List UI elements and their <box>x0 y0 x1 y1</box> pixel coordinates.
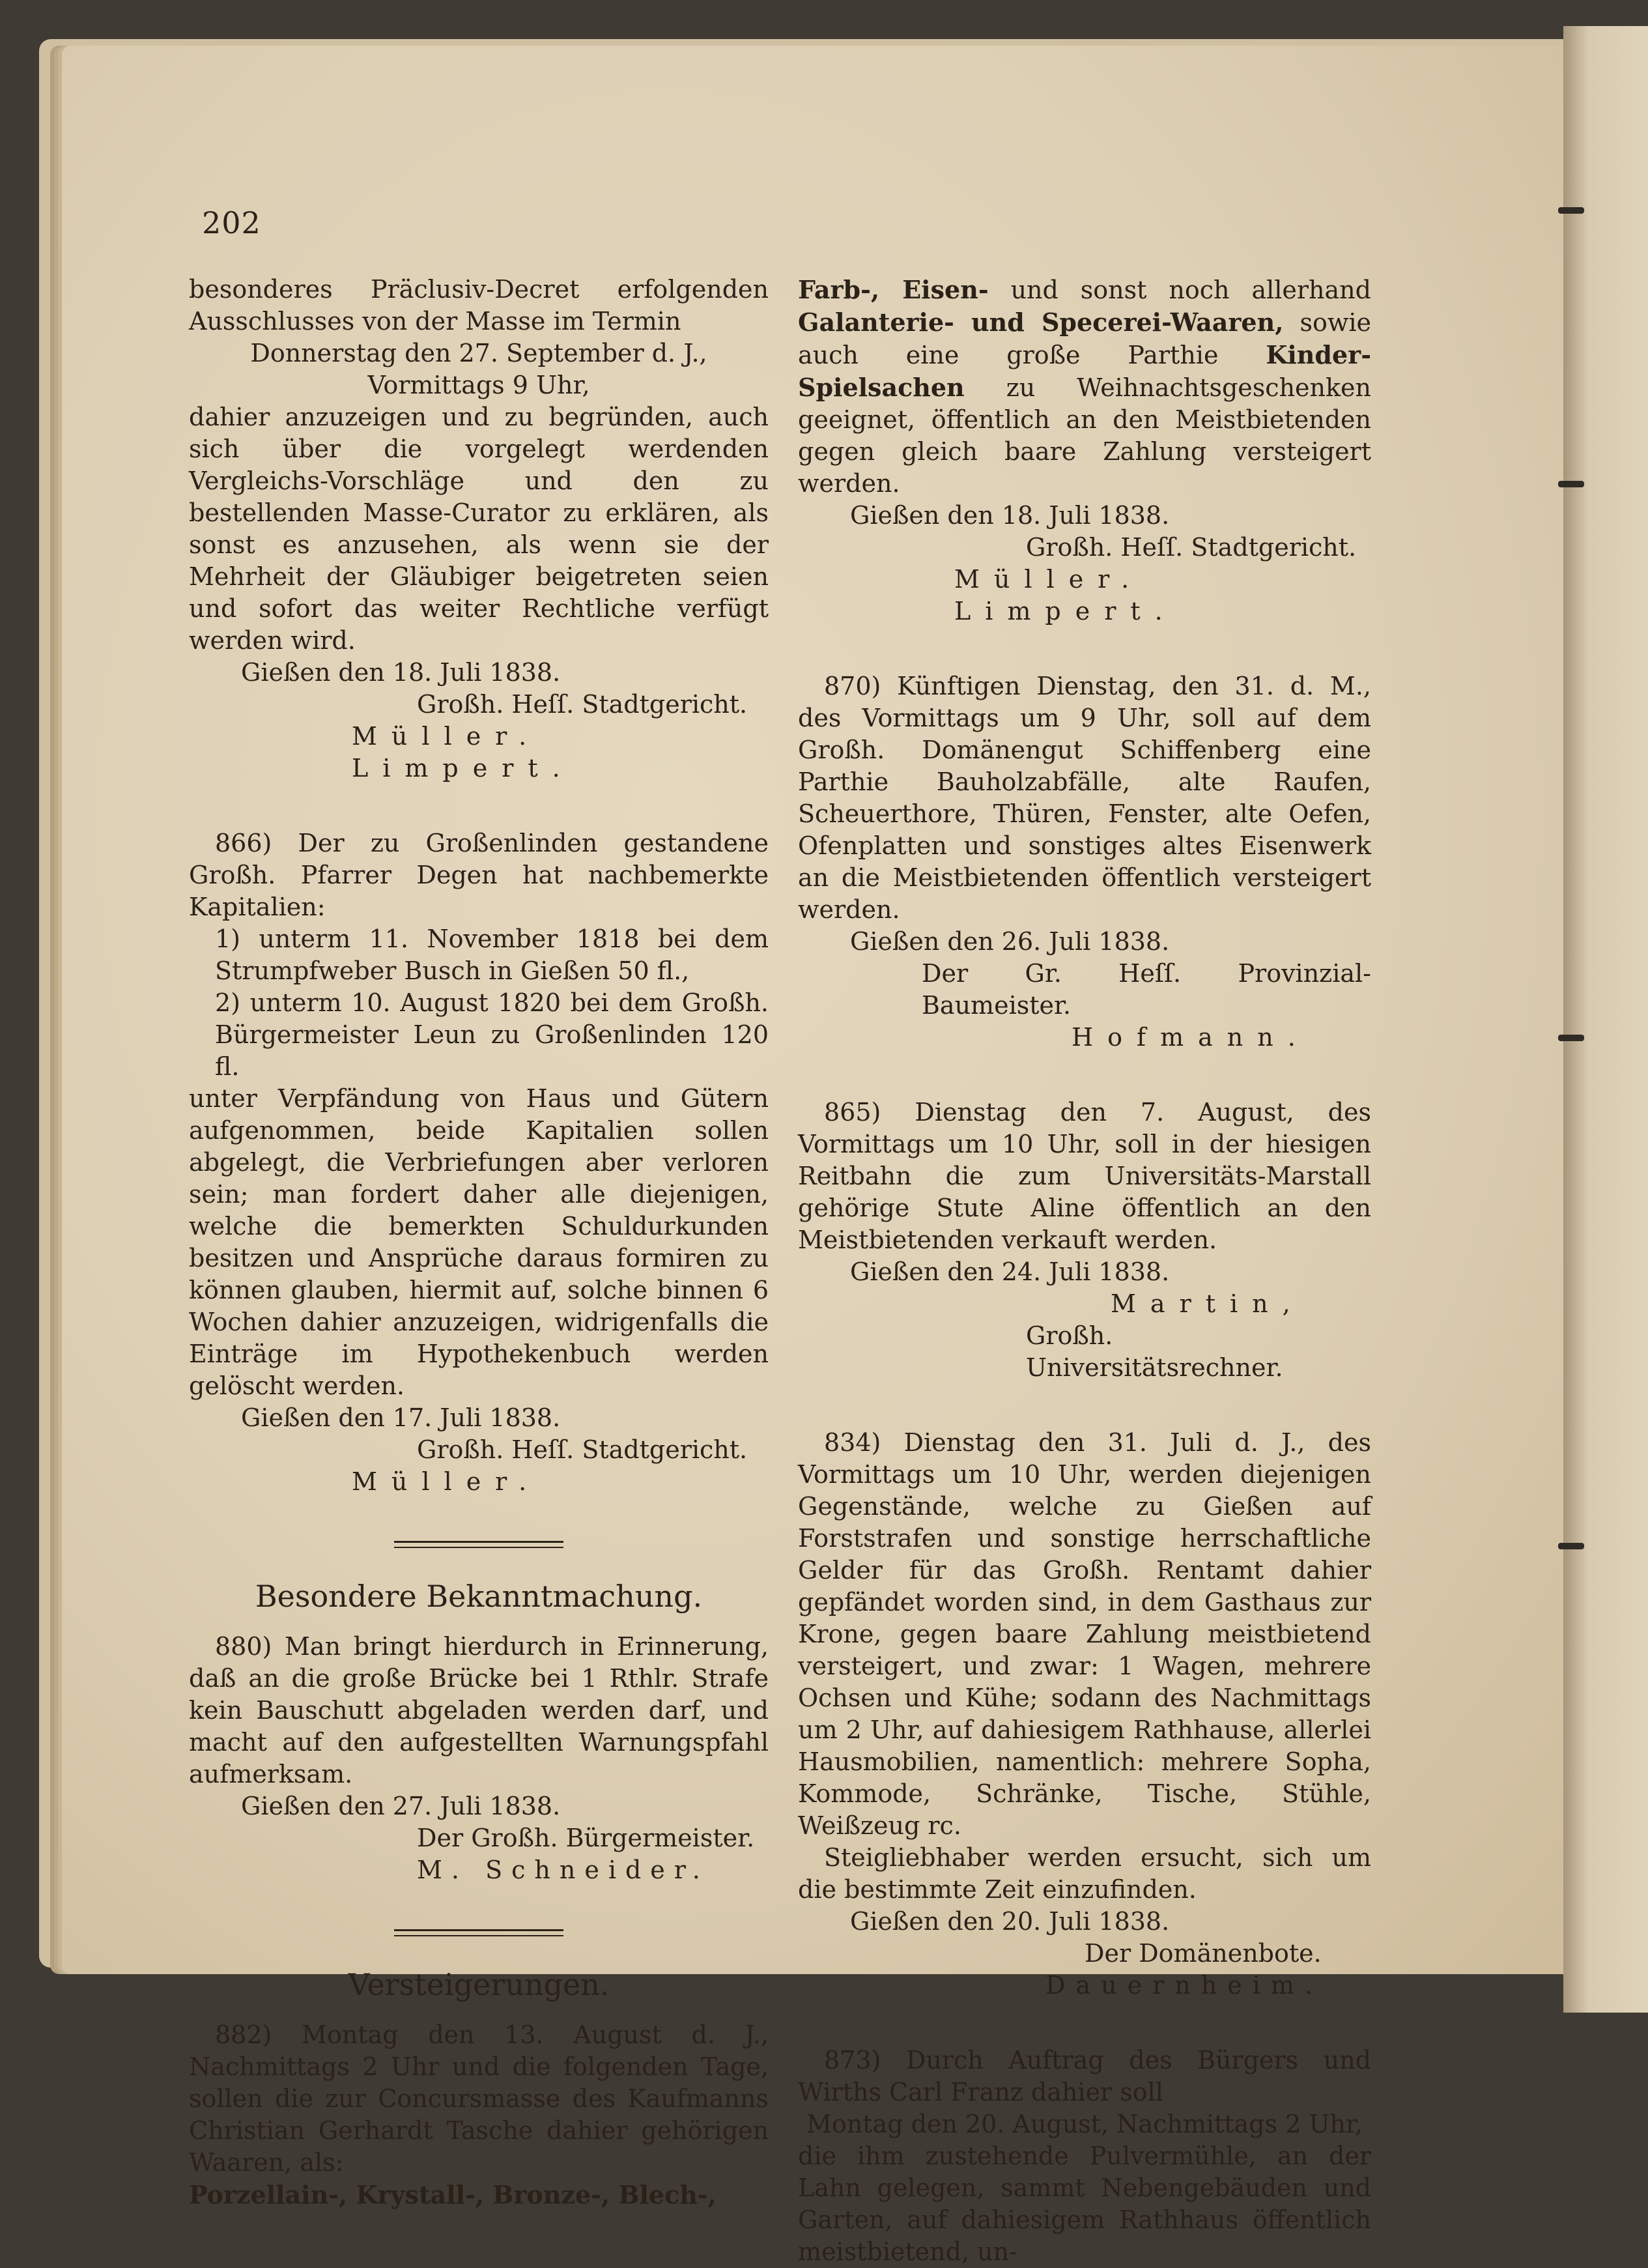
notice-authority: Der Großh. Bürgermeister. <box>417 1824 755 1852</box>
binding-pin <box>1558 1543 1584 1549</box>
appointment-date: Montag den 20. August, Nachmittags 2 Uhr, <box>806 2110 1363 2138</box>
notice-signature: Martin, <box>1111 1289 1305 1318</box>
notice-date: Gießen den 18. Juli 1838. <box>241 658 561 687</box>
notice-body: Steigliebhaber werden ersucht, sich um die bestimmte Zeit einzufinden. <box>798 1843 1371 1904</box>
section-divider <box>394 1929 563 1936</box>
notice-body: 882) Montag den 13. August d. J., Nachmittags 2 Uhr und die folgenden Tage, sollen die zur Concursmasse des Kaufmanns Christian Gerhardt Tasche dahier gehörigen Waaren, als: <box>189 2020 769 2177</box>
notice-date: Gießen den 18. Juli 1838. <box>850 501 1170 530</box>
notice-authority: Der Gr. Heſſ. Provinzial-Baumeister. <box>922 959 1371 1020</box>
notice-authority: Großh. Universitätsrechner. <box>1026 1321 1283 1382</box>
notice-body: 870) Künftigen Dienstag, den 31. d. M., des Vormittags um 9 Uhr, soll auf dem Großh. Domänengut Schiffenberg eine Parthie Bauholzabfälle, alte Raufen, Scheuerthore, Thüren, Fenster, alte Oefen, Ofenplatten und sonstiges altes Eisenwerk an die Meistbietenden öffentlich versteigert werden. <box>798 672 1371 924</box>
notice-body: unter Verpfändung von Haus und Gütern aufgenommen, beide Kapitalien sollen abgelegt, die Verbriefungen aber verloren sein; man fordert daher alle diejenigen, welche die bemerkten Schuldurkunden besitzen und Ansprüche daraus formiren zu können glauben, hiermit auf, solche binnen 6 Wochen dahier anzuzeigen, widrigenfalls die Einträge im Hypothekenbuch werden gelöscht werden. <box>189 1084 769 1400</box>
notice-body: dahier anzuzeigen und zu begründen, auch sich über die vorgelegt werdenden Vergleichs-Vorschläge und den zu bestellenden Masse-Curator zu erklären, als sonst es anzusehen, als wenn sie der Mehrheit der Gläubiger beigetreten seien und sofort das weiter Rechtliche verfügt werden wird. <box>189 403 769 655</box>
goods-list: Kinder-Spielsachen <box>798 340 1371 402</box>
notice-body: 865) Dienstag den 7. August, des Vormittags um 10 Uhr, soll in der hiesigen Reitbahn die zum Universitäts-Marstall gehörige Stute Aline öffentlich an den Meistbietenden verkauft werden. <box>798 1098 1371 1254</box>
notice-date: Gießen den 17. Juli 1838. <box>241 1403 561 1432</box>
notice-intro: 873) Durch Auftrag des Bürgers und Wirths Carl Franz dahier soll <box>798 2046 1371 2106</box>
appointment-date: Donnerstag den 27. September d. J., <box>250 339 707 367</box>
right-column <box>798 274 1371 2268</box>
list-item: 1) unterm 11. November 1818 bei dem Strumpfweber Busch in Gießen 50 fl., <box>215 925 769 985</box>
notice-text: besonderes Präclusiv-Decret erfolgenden Ausschlusses von der Masse im Termin <box>189 275 769 336</box>
list-item: 2) unterm 10. August 1820 bei dem Großh. Bürgermeister Leun zu Großenlinden 120 fl. <box>215 988 769 1081</box>
notice-body: 834) Dienstag den 31. Juli d. J., des Vormittags um 10 Uhr, werden diejenigen Gegenstände, welche zu Gießen auf Forststrafen und sonstige herrschaftliche Gelder für das Großh. Rentamt dahier gepfändet worden sind, in dem Gasthaus zur Krone, gegen baare Zahlung meistbietend versteigert, und zwar: 1 Wagen, mehrere Ochsen und Kühe; sodann des Nachmittags um 2 Uhr, auf dahiesigem Rathhause, allerlei Hausmobilien, namentlich: mehrere Sopha, Kommode, Schränke, Tische, Stühle, Weißzeug rc. <box>798 1428 1371 1840</box>
section-heading: Versteigerungen. <box>348 1967 610 2002</box>
notice-continuation <box>189 274 769 784</box>
notice-880 <box>189 1631 769 1886</box>
notice-873 <box>798 2045 1371 2268</box>
notice-body: 880) Man bringt hierdurch in Erinnerung, daß an die große Brücke bei 1 Rthlr. Strafe kein Bauschutt abgeladen werden darf, und macht auf den aufgestellten Warnungspfahl aufmerksam. <box>189 1632 769 1788</box>
notice-authority: Großh. Heſſ. Stadtgericht. <box>417 690 748 719</box>
left-column <box>189 274 769 2211</box>
notice-870 <box>798 670 1371 1054</box>
notice-signature: Müller. <box>352 1467 541 1496</box>
section-heading: Besondere Bekanntmachung. <box>255 1579 703 1614</box>
notice-834 <box>798 1427 1371 2002</box>
section-divider <box>394 1541 563 1548</box>
notice-signature: M. Schneider. <box>417 1856 709 1884</box>
notice-882-continued <box>798 274 1371 627</box>
notice-authority: Großh. Heſſ. Stadtgericht. <box>1026 533 1357 562</box>
notice-882 <box>189 2019 769 2211</box>
notice-866 <box>189 827 769 1498</box>
notice-date: Gießen den 26. Juli 1838. <box>850 927 1170 956</box>
page-number: 202 <box>202 205 261 240</box>
notice-text: zu Weihnachtsgeschenken geeignet, öffentlich an den Meistbietenden gegen gleich baare Zahlung versteigert werden. <box>798 373 1371 498</box>
binding-pin <box>1558 481 1584 487</box>
notice-date: Gießen den 27. Juli 1838. <box>241 1792 561 1820</box>
notice-intro: 866) Der zu Großenlinden gestandene Großh. Pfarrer Degen hat nachbemerkte Kapitalien: <box>189 829 769 921</box>
notice-text: und sonst noch allerhand <box>1010 276 1371 304</box>
notice-signature: Müller. Limpert. <box>352 722 575 782</box>
notice-signature: Müller. Limpert. <box>954 565 1177 625</box>
notice-date: Gießen den 20. Juli 1838. <box>850 1907 1170 1936</box>
binding-pin <box>1558 207 1584 214</box>
goods-list: Porzellain-, Krystall-, Bronze-, Blech-, <box>189 2180 717 2209</box>
appointment-time: Vormittags 9 Uhr, <box>367 371 590 399</box>
notice-authority: Großh. Heſſ. Stadtgericht. <box>417 1435 748 1464</box>
notice-authority: Der Domänenbote. <box>1085 1939 1322 1968</box>
binding-pin <box>1558 1035 1584 1041</box>
goods-list: Farb-, Eisen- <box>798 275 989 304</box>
notice-signature: Dauernheim. <box>1045 1971 1323 2000</box>
notice-signature: Hofmann. <box>1072 1023 1310 1052</box>
goods-list: Galanterie- und Specerei-Waaren, <box>798 308 1284 337</box>
opposite-page-gutter <box>1563 26 1648 2013</box>
notice-text: sowie auch eine große Parthie <box>798 308 1371 369</box>
notice-date: Gießen den 24. Juli 1838. <box>850 1257 1170 1286</box>
notice-body: die ihm zustehende Pulvermühle, an der Lahn gelegen, sammt Nebengebäuden und Garten, auf dahiesigem Rathhaus öffentlich meistbietend, un- <box>798 2142 1371 2266</box>
notice-865 <box>798 1097 1371 1384</box>
